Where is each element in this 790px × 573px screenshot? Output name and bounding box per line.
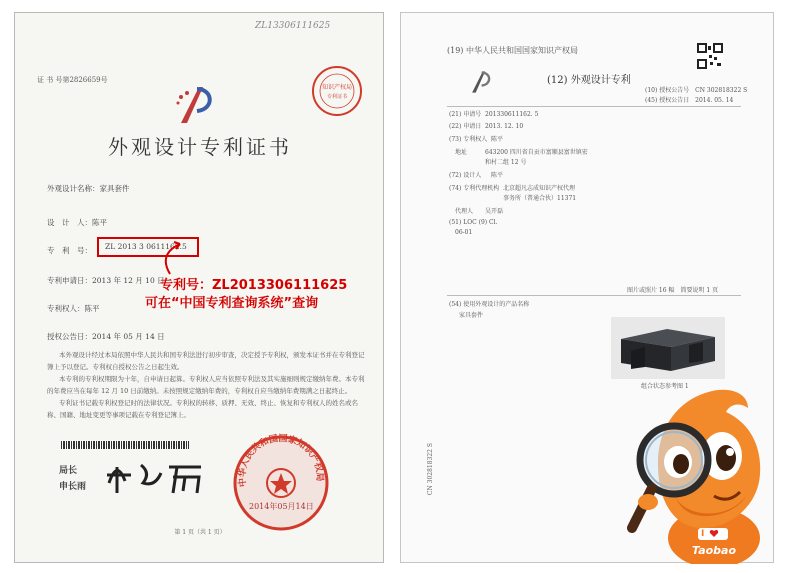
taobao-mascot [618, 378, 768, 564]
field-label: (22) 申请日 [449, 123, 482, 130]
body-paragraph: 本专利的专利权期限为十年，自申请日起算。专利权人应当依照专利法及其实施细则规定缴纳年费。本专利的年费应当在每年 12 月 10 日前缴纳。未按照规定缴纳年费的，专利权自应当缴纳年费期满之日起终止。 [47, 375, 365, 395]
bibliographic-fields [449, 109, 689, 239]
section-divider [447, 295, 741, 296]
pub-number-value: CN 302818322 S [695, 87, 748, 94]
holder-label: 专利权人： [47, 304, 85, 313]
field-row [449, 121, 689, 134]
field-label: (74) 专利代理机构 [449, 185, 500, 192]
pub-date-label: (45) 授权公告日 [645, 97, 690, 104]
director-title: 局长 [59, 466, 78, 476]
field-label: 06-01 [455, 229, 473, 236]
holder-value: 陈平 [84, 304, 100, 313]
grant-date-label: 授权公告日： [47, 332, 92, 341]
barcode [61, 441, 189, 449]
field-value: 吴开磊 [485, 208, 504, 215]
official-seal-stamp [231, 433, 331, 533]
patent-number-value: ZL 2013 3 0611162.5 [105, 242, 187, 251]
grant-date-row [47, 331, 165, 342]
qr-code [697, 43, 723, 69]
field-value: 201330611162. 5 [485, 111, 539, 118]
furniture-reference-image [611, 317, 725, 379]
designer-value: 陈平 [92, 218, 107, 227]
small-seal-stamp [311, 65, 363, 117]
design-name-value: 家具套件 [99, 184, 130, 193]
header-divider [447, 106, 741, 107]
certificate-number: 证 书 号第2826659号 [37, 76, 108, 84]
cnipa-logo [173, 83, 219, 127]
field-row [449, 219, 689, 229]
product-label: (54) 使用外观设计的产品名称 [449, 301, 530, 308]
vertical-doc-number: CN 302818322 S [427, 443, 434, 496]
patent-number-label: 专 利 号： [47, 246, 92, 255]
cnipa-logo-small [467, 69, 495, 95]
product-name: 家具套件 [459, 312, 484, 319]
director-name: 申长雨 [59, 482, 87, 492]
field-row [449, 183, 689, 193]
annotation-line-2: 可在“中国专利查询系统”查询 [145, 296, 319, 311]
field-row [455, 229, 689, 239]
field-value: 陈平 [491, 172, 504, 179]
field-value: 北京超凡志成知识产权代理 [503, 185, 576, 192]
handwritten-number: ZL13306111625 [255, 21, 331, 31]
field-value: 2013. 12. 10 [485, 123, 524, 130]
certificate-title: 外观设计专利证书 [108, 135, 292, 159]
grant-date-value: 2014 年 05 月 14 日 [92, 332, 165, 341]
svg-text:中华人民共和国国家知识产权局: 中华人民共和国国家知识产权局 [237, 433, 325, 488]
patent-number-row [47, 245, 92, 256]
field-row [449, 147, 689, 157]
pub-date-value: 2014. 05. 14 [695, 97, 734, 104]
pub-number-row [645, 85, 747, 94]
pub-date-row [645, 95, 733, 104]
taobao-logo-text: Taobao [692, 544, 737, 557]
designer-row [47, 217, 107, 228]
field-label: 代理人 [455, 208, 474, 215]
field-value: 陈平 [491, 136, 504, 143]
mascot-badge-text: I [701, 529, 705, 539]
field-label: (51) LOC (9) Cl. [449, 219, 498, 226]
director-signature [103, 453, 213, 497]
certificate-body [47, 349, 365, 421]
field-row [449, 157, 689, 170]
office-header: (19) 中华人民共和国国家知识产权局 [447, 46, 578, 55]
svg-text:知识产权局: 知识产权局 [321, 84, 353, 91]
holder-row [47, 303, 100, 314]
body-paragraph: 本外观设计经过本局依照中华人民共和国专利法进行初步审查，决定授予专利权，颁发本证书并在专利登记簿上予以登记。专利权自授权公告之日起生效。 [47, 351, 365, 371]
field-row [449, 193, 689, 206]
body-paragraph: 专利证书记载专利权登记时的法律状况。专利权的转移、质押、无效、终止、恢复和专利权人的姓名或名称、国籍、地址变更等事项记载在专利登记簿上。 [47, 399, 358, 419]
field-label: 地址 [455, 149, 468, 156]
svg-text:专利证书: 专利证书 [326, 94, 348, 100]
field-row [449, 109, 689, 121]
filing-date-value: 2013 年 12 月 10 日 [92, 276, 165, 285]
seal-date: 2014年05月14日 [249, 502, 314, 511]
field-row [449, 206, 689, 219]
field-value: 643200 四川省自贡市富顺县富世镇宏 [485, 149, 588, 156]
field-value: 事务所（普通合伙）11371 [503, 195, 577, 202]
field-value: 和村二组 12 号 [485, 159, 527, 166]
pub-number-label: (10) 授权公告号 [645, 87, 690, 94]
design-name-label: 外观设计名称： [47, 184, 100, 193]
field-label: (21) 申请号 [449, 111, 482, 118]
annotation-line-1: 专利号：ZL2013306111625 [160, 278, 348, 293]
field-row [449, 134, 689, 147]
publication-type: (12) 外观设计专利 [547, 75, 631, 86]
page-footer: 第 1 页（共 1 页） [174, 529, 226, 536]
pictures-note: 图片或照片 16 幅 简要说明 1 页 [627, 287, 719, 294]
filing-date-label: 专利申请日： [47, 276, 92, 285]
field-label: (72) 设计人 [449, 172, 482, 179]
designer-label: 设 计 人： [47, 218, 92, 227]
field-label: (73) 专利权人 [449, 136, 488, 143]
field-row [449, 170, 689, 183]
image-caption: 组合状态参考图 1 [641, 383, 689, 390]
design-name-row [47, 183, 130, 194]
